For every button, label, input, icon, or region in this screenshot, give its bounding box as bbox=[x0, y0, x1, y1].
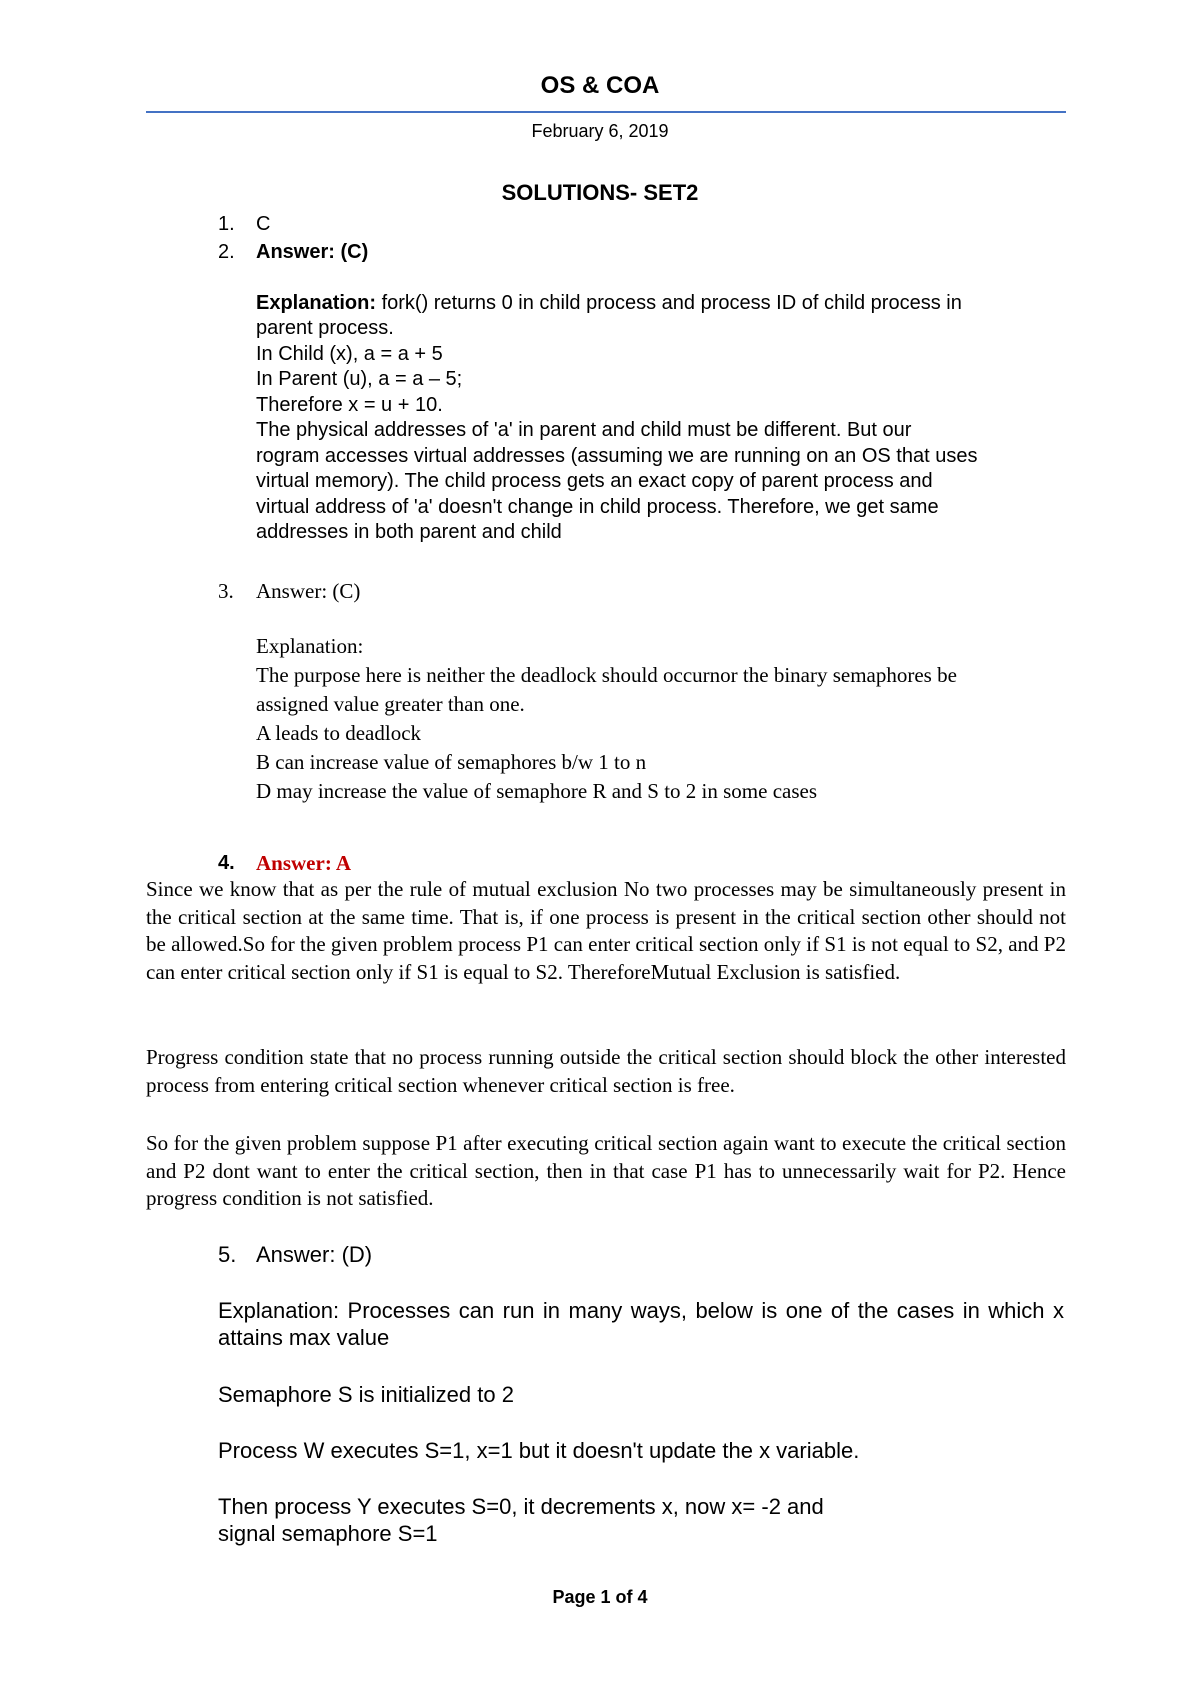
paragraph-progress-condition: Progress condition state that no process running outside the critical section should block the other interested process from entering critical section whenever critical section is free. bbox=[146, 1045, 1066, 1097]
explanation-line: Then process Y executes S=0, it decrements x, now x= -2 and bbox=[218, 1494, 824, 1519]
explanation-line: Explanation: fork() returns 0 in child process and process ID of child process in bbox=[256, 291, 962, 314]
question-number: 1. bbox=[218, 213, 235, 235]
paragraph-mutual-exclusion: Since we know that as per the rule of mutual exclusion No two processes may be simultaneously present in the critical section at the same time. That is, if one process is present in the critical section other should not be allowed.So for the given problem process P1 can enter critical section only if S1 is not equal to S2, and P2 can enter critical section only if S1 is equal to S2. ThereforeMutual Exclusion is satisfied. bbox=[146, 877, 1066, 984]
question-5 bbox=[218, 1241, 1098, 1269]
answer-text: C bbox=[256, 213, 271, 235]
explanation-line: In Parent (u), a = a – 5; bbox=[256, 368, 463, 390]
page-footer: Page 1 of 4 bbox=[552, 1587, 648, 1607]
explanation-line: parent process. bbox=[256, 317, 394, 339]
explanation-line: Semaphore S is initialized to 2 bbox=[218, 1382, 514, 1407]
explanation-line: rogram accesses virtual addresses (assuming we are running on an OS that uses bbox=[256, 444, 978, 467]
header-date: February 6, 2019 bbox=[531, 121, 669, 141]
explanation-line: Process W executes S=1, x=1 but it doesn't update the x variable. bbox=[218, 1438, 860, 1463]
header-rule bbox=[146, 111, 1066, 113]
explanation-line: A leads to deadlock bbox=[256, 721, 422, 745]
answer-text: Answer: (C) bbox=[256, 241, 369, 263]
question-number: 3. bbox=[218, 579, 234, 603]
header-title: OS & COA bbox=[540, 72, 660, 99]
explanation-line: The physical addresses of 'a' in parent and child must be different. But our bbox=[256, 419, 912, 441]
explanation-line: D may increase the value of semaphore R and S to 2 in some cases bbox=[256, 779, 818, 803]
explanation-line: addresses in both parent and child bbox=[256, 521, 562, 543]
paragraph-progress-example: So for the given problem suppose P1 after executing critical section again want to execute the critical section and P2 dont want to enter the critical section, then in that case P1 has to unnecessarily wait for P2. Hence progress condition is not satisfied. bbox=[146, 1131, 1066, 1211]
doc-title: SOLUTIONS- SET2 bbox=[501, 180, 699, 205]
explanation-line: signal semaphore S=1 bbox=[218, 1521, 438, 1546]
explanation-label: Explanation: bbox=[256, 634, 364, 658]
question-number: 4. bbox=[218, 852, 235, 874]
question-number: 5. bbox=[218, 1242, 237, 1267]
explanation-text: Explanation: Processes can run in many ways, below is one of the cases in which x attains max value bbox=[218, 1298, 1064, 1350]
question-number: 2. bbox=[218, 241, 235, 263]
explanation-line: virtual memory). The child process gets an exact copy of parent process and bbox=[256, 470, 933, 492]
explanation-line: Therefore x = u + 10. bbox=[256, 393, 443, 416]
answer-text: Answer: A bbox=[256, 851, 352, 875]
answer-text: Answer: (C) bbox=[256, 579, 361, 603]
question-2 bbox=[218, 240, 1098, 546]
answer-text: Answer: (D) bbox=[256, 1242, 373, 1267]
explanation-line: B can increase value of semaphores b/w 1 to n bbox=[256, 750, 647, 774]
explanation-label: Explanation: bbox=[256, 291, 377, 314]
question-3 bbox=[218, 578, 1098, 806]
explanation-line: In Child (x), a = a + 5 bbox=[256, 342, 443, 365]
explanation-line: The purpose here is neither the deadlock should occurnor the binary semaphores be bbox=[256, 663, 957, 687]
explanation-line: assigned value greater than one. bbox=[256, 692, 525, 716]
explanation-line: virtual address of 'a' doesn't change in child process. Therefore, we get same bbox=[256, 495, 939, 518]
